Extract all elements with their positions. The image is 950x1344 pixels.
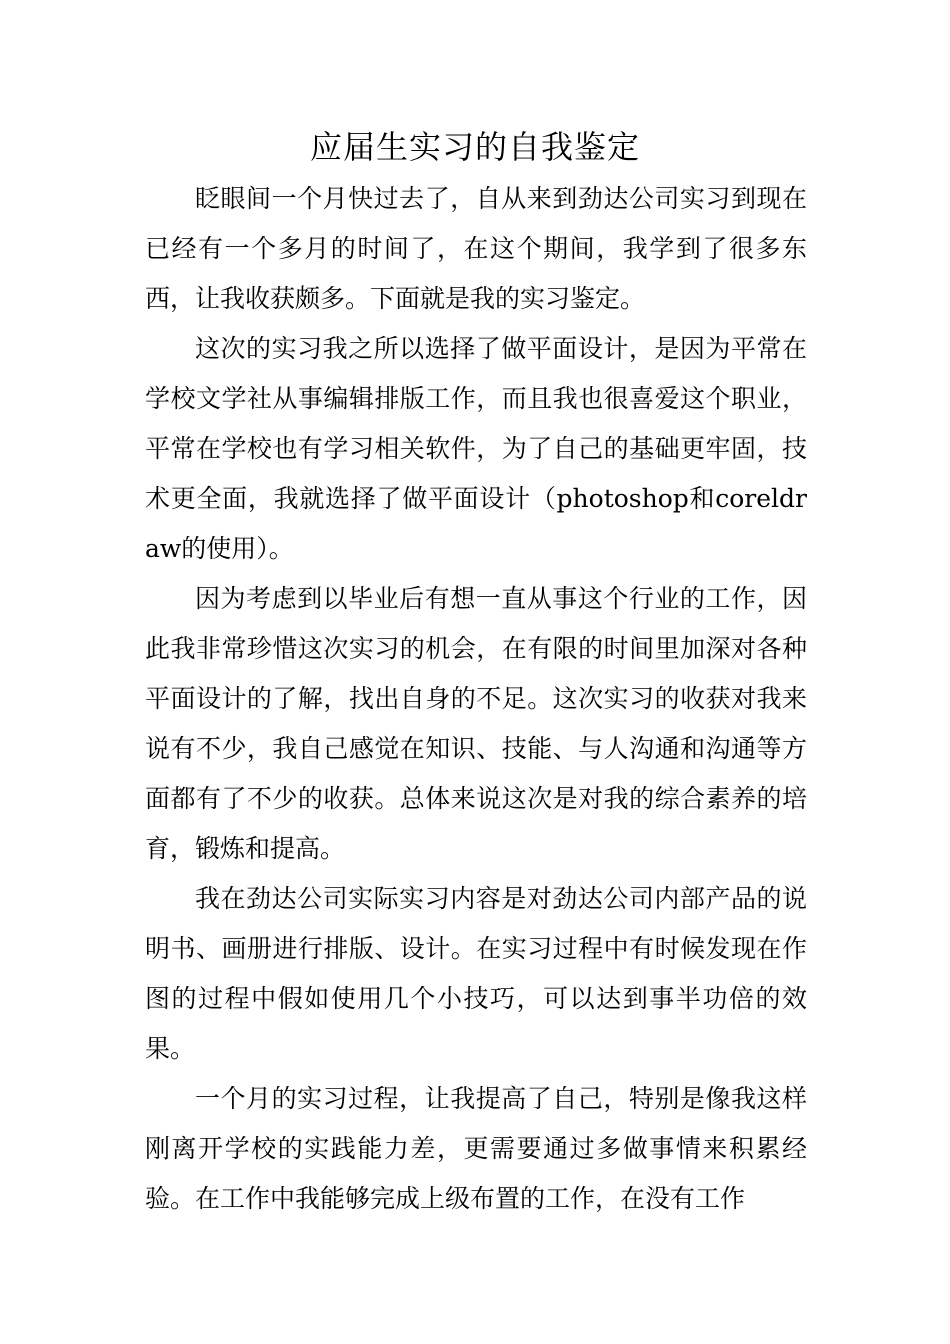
paragraph-3: 因为考虑到以毕业后有想一直从事这个行业的工作，因此我非常珍惜这次实习的机会，在有限的时间里加深对各种平面设计的了解，找出自身的不足。这次实习的收获对我来说有不少，我自己感觉在知识、技能、与人沟通和沟通等方面都有了不少的收获。总体来说这次是对我的综合素养的培育，锻炼和提高。 [145,584,807,863]
paragraph-2: 这次的实习我之所以选择了做平面设计，是因为平常在学校文学社从事编辑排版工作，而且我也很喜爱这个职业，平常在学校也有学习相关软件，为了自己的基础更牢固，技术更全面，我就选择了做平面设计（photoshop和coreldraw的使用）。 [145,334,807,563]
paragraph-1: 眨眼间一个月快过去了，自从来到劲达公司实习到现在已经有一个多月的时间了，在这个期间，我学到了很多东西，让我收获颇多。下面就是我的实习鉴定。 [145,184,807,313]
document-body [145,174,807,1224]
paragraph-5: 一个月的实习过程，让我提高了自己，特别是像我这样刚离开学校的实践能力差，更需要通过多做事情来积累经验。在工作中我能够完成上级布置的工作，在没有工作 [145,1084,807,1213]
paragraph-4: 我在劲达公司实际实习内容是对劲达公司内部产品的说明书、画册进行排版、设计。在实习过程中有时候发现在作图的过程中假如使用几个小技巧，可以达到事半功倍的效果。 [145,884,807,1063]
document-title: 应届生实习的自我鉴定 [309,128,640,166]
